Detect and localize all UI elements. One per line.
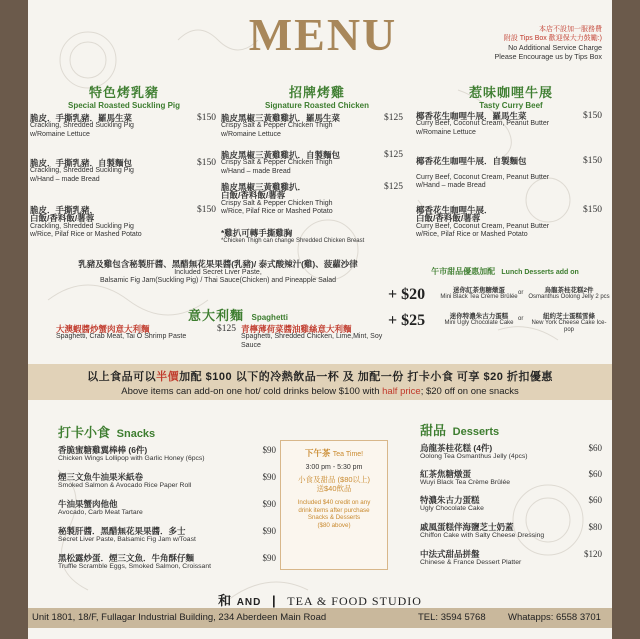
brand-separator: | bbox=[272, 593, 277, 608]
item-name-zh: 香脆蜜糖雞翼棒棒 (6件) bbox=[58, 445, 148, 455]
section-spaghetti bbox=[148, 305, 328, 325]
addon-price: + $20 bbox=[388, 286, 426, 303]
section-desserts bbox=[420, 420, 499, 439]
promo-text: 以上食品可以 bbox=[87, 371, 157, 383]
item-price: $90 bbox=[262, 526, 276, 536]
item-desc: w/Rice, Pilaf Rice or Mashed Potato bbox=[221, 207, 333, 215]
dessert-addon bbox=[400, 266, 610, 277]
menu-item bbox=[221, 151, 403, 176]
addon-option-b bbox=[528, 313, 610, 334]
menu-item bbox=[58, 528, 276, 544]
menu-item bbox=[420, 445, 602, 461]
item-price: $60 bbox=[588, 469, 602, 479]
addon-option-zh: 紐約芝士蛋糕雪條 bbox=[543, 313, 595, 320]
item-name-zh: 脆皮．手撕乳豬． bbox=[30, 205, 99, 215]
menu-item bbox=[420, 497, 602, 513]
item-name-zh: 白飯/香料飯/薯蓉 bbox=[221, 190, 286, 201]
menu-item bbox=[58, 555, 276, 571]
item-desc: Curry Beef, Coconut Cream, Peanut Butter bbox=[416, 222, 550, 230]
promo-zh bbox=[28, 364, 612, 384]
item-price: $150 bbox=[583, 205, 602, 215]
item-price: $90 bbox=[262, 553, 276, 563]
menu-item bbox=[416, 112, 602, 137]
item-price: $80 bbox=[588, 522, 602, 532]
addon-option-zh: 迷你特濃朱古力蛋糕 bbox=[449, 313, 509, 320]
promo-highlight: 半價 bbox=[156, 371, 180, 383]
sauce-note bbox=[38, 260, 398, 286]
notice-en-1: No Additional Service Charge bbox=[508, 43, 602, 52]
item-desc: w/Hand – made Bread bbox=[416, 181, 486, 189]
item-desc: Chiffon Cake with Salty Cheese Dressing bbox=[420, 531, 545, 539]
item-name-zh: 脆皮黑椒三黃雞雞扒． bbox=[221, 182, 307, 192]
item-price: $150 bbox=[197, 205, 216, 215]
sauce-note-en: Included Secret Liver Paste, bbox=[174, 268, 262, 276]
section-suckling-pig bbox=[30, 82, 218, 110]
section-title-zh: 招牌烤雞 bbox=[288, 85, 345, 100]
item-name-zh: 特濃朱古力蛋糕 bbox=[420, 495, 480, 505]
section-roasted-chicken bbox=[223, 82, 411, 110]
promo-text: ; $20 off on one snacks bbox=[420, 386, 519, 397]
tea-time-text: ($80 above) bbox=[317, 521, 351, 529]
item-name-zh: 黑松露炒蛋．煙三文魚．牛角酥仔麵 bbox=[58, 553, 195, 563]
item-desc: w/Romaine Lettuce bbox=[221, 130, 281, 138]
item-desc: w/Rice, Pilaf Rice or Mashed Potato bbox=[416, 230, 528, 238]
item-name-zh: 椰香花生咖哩牛展． bbox=[416, 205, 493, 215]
service-notice bbox=[432, 25, 602, 61]
item-name-zh: 秘製肝醬．黑醋無花果果醬．多士 bbox=[58, 526, 186, 536]
item-desc: Crispy Salt & Pepper Chicken Thigh bbox=[221, 199, 333, 207]
sauce-note-en: Balsamic Fig Jam(Suckling Pig) / Thai Sauce(Chicken) and Pineapple Salad bbox=[99, 277, 337, 284]
addon-row bbox=[388, 284, 610, 308]
tea-time-text: Snacks & Desserts bbox=[307, 514, 361, 521]
addon-option-zh: 迷你紅茶焦糖燉蛋 bbox=[453, 287, 505, 294]
section-title-zh: 特色烤乳豬 bbox=[88, 85, 159, 100]
item-desc: Curry Beef, Coconut Cream, Peanut Butter bbox=[416, 173, 550, 181]
menu-item bbox=[241, 325, 391, 350]
item-price: $60 bbox=[588, 443, 602, 453]
item-desc: w/Romaine Lettuce bbox=[416, 128, 476, 136]
section-title-en: Snacks bbox=[116, 428, 156, 440]
item-name-zh: 紅茶焦糖燉蛋 bbox=[420, 469, 472, 479]
item-price: $150 bbox=[197, 113, 216, 123]
item-name-zh: 脆皮黑椒三黃雞雞扒．自製麵包 bbox=[221, 150, 341, 160]
item-desc: Wuyi Black Tea Crème Brûlée bbox=[420, 478, 511, 486]
item-desc: Crispy Salt & Pepper Chicken Thigh bbox=[221, 122, 333, 130]
item-price: $60 bbox=[588, 495, 602, 505]
addon-option-zh: 烏龍茶桂花糕2件 bbox=[544, 287, 594, 294]
menu-item bbox=[56, 325, 236, 342]
promo-en bbox=[28, 384, 612, 397]
promo-text: Above items can add-on one hot/ cold drinks below $100 with bbox=[121, 386, 383, 397]
brand-and: AND bbox=[236, 597, 262, 608]
section-title-en: Special Roasted Suckling Pig bbox=[67, 101, 181, 110]
addon-or: or bbox=[518, 316, 524, 322]
phone: TEL: 3594 5768 bbox=[418, 612, 486, 623]
notice-en-2: Please Encourage us by Tips Box bbox=[494, 52, 602, 61]
item-desc: Crackling, Shredded Suckling Pig bbox=[30, 222, 134, 230]
item-name-zh: 椰香花生咖哩牛展．羅馬生菜 bbox=[416, 111, 527, 121]
addon-option-en: Mini Ugly Chocolate Cake bbox=[444, 320, 514, 326]
addon-option-en: Mini Black Tea Crème Brûlée bbox=[440, 294, 518, 300]
whatsapp: Whatapps: 6558 3701 bbox=[508, 612, 601, 623]
menu-item bbox=[30, 206, 216, 239]
item-desc: w/Hand – made Bread bbox=[221, 167, 291, 175]
item-desc: Secret Liver Paste, Balsamic Fig Jam w/Toast bbox=[58, 535, 196, 543]
section-title-zh: 甜品 bbox=[420, 423, 447, 438]
item-desc: Chicken Wings Lollipop with Garlic Honey (6pcs) bbox=[58, 454, 205, 462]
item-price: $150 bbox=[197, 158, 216, 168]
left-frame bbox=[0, 0, 28, 639]
tea-time-title bbox=[285, 447, 383, 459]
item-name-zh: 煙三文魚牛油果米紙卷 bbox=[58, 472, 144, 482]
item-desc: Curry Beef, Coconut Cream, Peanut Butter bbox=[416, 120, 550, 128]
section-title-zh: 意大利麵 bbox=[188, 308, 245, 323]
section-title-en: Desserts bbox=[452, 426, 500, 438]
addon-option-b bbox=[528, 287, 610, 301]
tea-time-offer-zh bbox=[285, 475, 383, 493]
section-title-en: Tasty Curry Beef bbox=[479, 101, 543, 110]
menu-item bbox=[221, 183, 403, 216]
item-desc: Avocado, Carb Meat Tartare bbox=[58, 508, 143, 516]
notice-zh-1: 本店不設加一服務費 bbox=[539, 26, 602, 33]
item-desc: Chinese & France Dessert Platter bbox=[420, 558, 522, 566]
note-zh: *雞扒可轉手撕雞胸 bbox=[221, 228, 293, 238]
addon-option-a bbox=[440, 287, 518, 301]
section-snacks bbox=[58, 422, 155, 441]
item-price: $150 bbox=[583, 156, 602, 166]
item-price: $125 bbox=[384, 150, 403, 160]
sauce-note-zh: 乳豬及雞包含秘製肝醬、黑醋無花果果醬(乳豬)/ 泰式酸辣汁(雞)、菠蘿沙律 bbox=[78, 259, 358, 269]
item-desc: Crackling, Shredded Suckling Pig bbox=[30, 167, 134, 175]
menu-item bbox=[416, 157, 602, 190]
item-name-zh: 牛油果蟹肉他他 bbox=[58, 499, 118, 509]
item-price: $90 bbox=[262, 445, 276, 455]
addon-title-en: Lunch Desserts add on bbox=[501, 269, 579, 276]
menu-item bbox=[221, 114, 403, 139]
tea-time-text: 送$40飲品 bbox=[316, 484, 352, 493]
item-desc: Spaghetti, Crab Meat, Tai O Shrimp Paste bbox=[56, 333, 187, 341]
section-title-en: Spaghetti bbox=[251, 313, 288, 322]
addon-or: or bbox=[518, 290, 524, 296]
item-name-zh: 戚風蛋糕伴海鹽芝士奶蓋 bbox=[420, 522, 514, 532]
addon-option-a bbox=[440, 313, 518, 327]
item-name-zh: 脆皮．手撕乳豬．自製麵包 bbox=[30, 158, 133, 168]
notice-zh-2: 附設 Tips Box 歡迎保大力鼓勵:) bbox=[503, 35, 602, 42]
item-price: $90 bbox=[262, 472, 276, 482]
item-price: $125 bbox=[217, 324, 236, 334]
section-title-zh: 惹味咖哩牛展 bbox=[468, 85, 553, 100]
tea-time-hours: 3:00 pm - 5:30 pm bbox=[305, 464, 363, 471]
tea-time-text: drink items after purchase bbox=[298, 506, 370, 514]
item-price: $125 bbox=[384, 182, 403, 192]
promo-highlight: half price bbox=[382, 386, 421, 397]
section-title-zh: 打卡小食 bbox=[58, 425, 111, 440]
item-name-zh: 白飯/香料飯/薯蓉 bbox=[416, 213, 481, 224]
item-name-zh: 大澳蝦醬炒蟹肉意大利麵 bbox=[56, 324, 150, 334]
item-price: $150 bbox=[583, 111, 602, 121]
menu-item bbox=[58, 501, 276, 517]
promo-text: 加配 $100 以下的冷熱飲品一杯 及 加配一份 打卡小食 可享 $20 折扣優惠 bbox=[179, 371, 553, 383]
note-en: *Chicken Thigh can change Shredded Chicken Breast bbox=[221, 238, 365, 245]
item-name-zh: 脆皮．手撕乳豬．羅馬生菜 bbox=[30, 113, 133, 123]
item-name-zh: 中法式甜品拼盤 bbox=[420, 549, 480, 559]
item-name-zh: 椰香花生咖哩牛展．自製麵包 bbox=[416, 156, 527, 166]
menu-item bbox=[420, 524, 602, 540]
item-name-zh: 白飯/香料飯/薯蓉 bbox=[30, 213, 95, 224]
brand-name bbox=[28, 590, 612, 609]
menu-item bbox=[30, 159, 216, 184]
section-curry-beef bbox=[416, 82, 606, 110]
menu-item bbox=[416, 206, 602, 239]
addon-row bbox=[388, 310, 610, 334]
addon-price: + $25 bbox=[388, 312, 426, 329]
addon-option-en: Osmanthus Oolong Jelly 2 pcs bbox=[528, 294, 610, 300]
chicken-note bbox=[221, 229, 403, 246]
right-frame bbox=[612, 0, 640, 639]
item-price: $120 bbox=[584, 549, 602, 559]
addon-option-en: New York Cheese Cake Ice-pop bbox=[531, 320, 607, 333]
addon-title bbox=[400, 266, 610, 277]
item-desc: Smoked Salmon & Avocado Rice Paper Roll bbox=[58, 481, 192, 489]
item-desc: Spaghetti, Shredded Chicken, Lime,Mint, Soy Sauce bbox=[241, 333, 383, 349]
brand-zh: 和 bbox=[218, 593, 233, 608]
tea-time-title-en: Tea Time! bbox=[332, 451, 364, 458]
brand-en: TEA & FOOD STUDIO bbox=[287, 594, 422, 608]
item-desc: Crispy Salt & Pepper Chicken Thigh bbox=[221, 159, 333, 167]
menu-page bbox=[28, 0, 612, 639]
addon-title-zh: 午市甜品優惠加配 bbox=[431, 267, 496, 276]
menu-logo: MENU bbox=[248, 9, 398, 60]
menu-item bbox=[30, 114, 216, 139]
item-desc: w/Rice, Pilaf Rice or Mashed Potato bbox=[30, 230, 142, 238]
item-name-zh: 脆皮黑椒三黃雞雞扒．羅馬生菜 bbox=[221, 113, 341, 123]
item-desc: Truffle Scramble Eggs, Smoked Salmon, Croissant bbox=[58, 562, 211, 570]
item-desc: w/Hand – made Bread bbox=[30, 175, 100, 183]
item-desc: Ugly Chocolate Cake bbox=[420, 504, 484, 512]
address: Unit 1801, 18/F, Fullagar Industrial Building, 234 Aberdeen Main Road bbox=[32, 612, 327, 623]
menu-item bbox=[420, 471, 602, 487]
section-title-en: Signature Roasted Chicken bbox=[264, 101, 370, 110]
item-price: $125 bbox=[384, 113, 403, 123]
tea-time-text: Included $40 credit on any bbox=[297, 499, 371, 506]
tea-time-text: 小食及甜品 ($80以上) bbox=[297, 475, 371, 484]
promo-band bbox=[28, 364, 612, 400]
menu-item bbox=[58, 447, 276, 463]
item-name-zh: 青檸薄荷菜醬油雞絲意大利麵 bbox=[241, 324, 352, 334]
tea-time-box bbox=[280, 440, 388, 570]
tea-time-offer-en bbox=[285, 499, 383, 529]
menu-item bbox=[58, 474, 276, 490]
item-desc: Oolong Tea Osmanthus Jelly (4pcs) bbox=[420, 452, 528, 460]
tea-time-title-zh: 下午茶 bbox=[304, 448, 331, 458]
item-name-zh: 烏龍茶桂花糕 (4件) bbox=[420, 443, 493, 453]
menu-item bbox=[420, 551, 602, 567]
item-desc: Crackling, Shredded Suckling Pig bbox=[30, 122, 134, 130]
item-price: $90 bbox=[262, 499, 276, 509]
item-desc: w/Romaine Lettuce bbox=[30, 130, 90, 138]
